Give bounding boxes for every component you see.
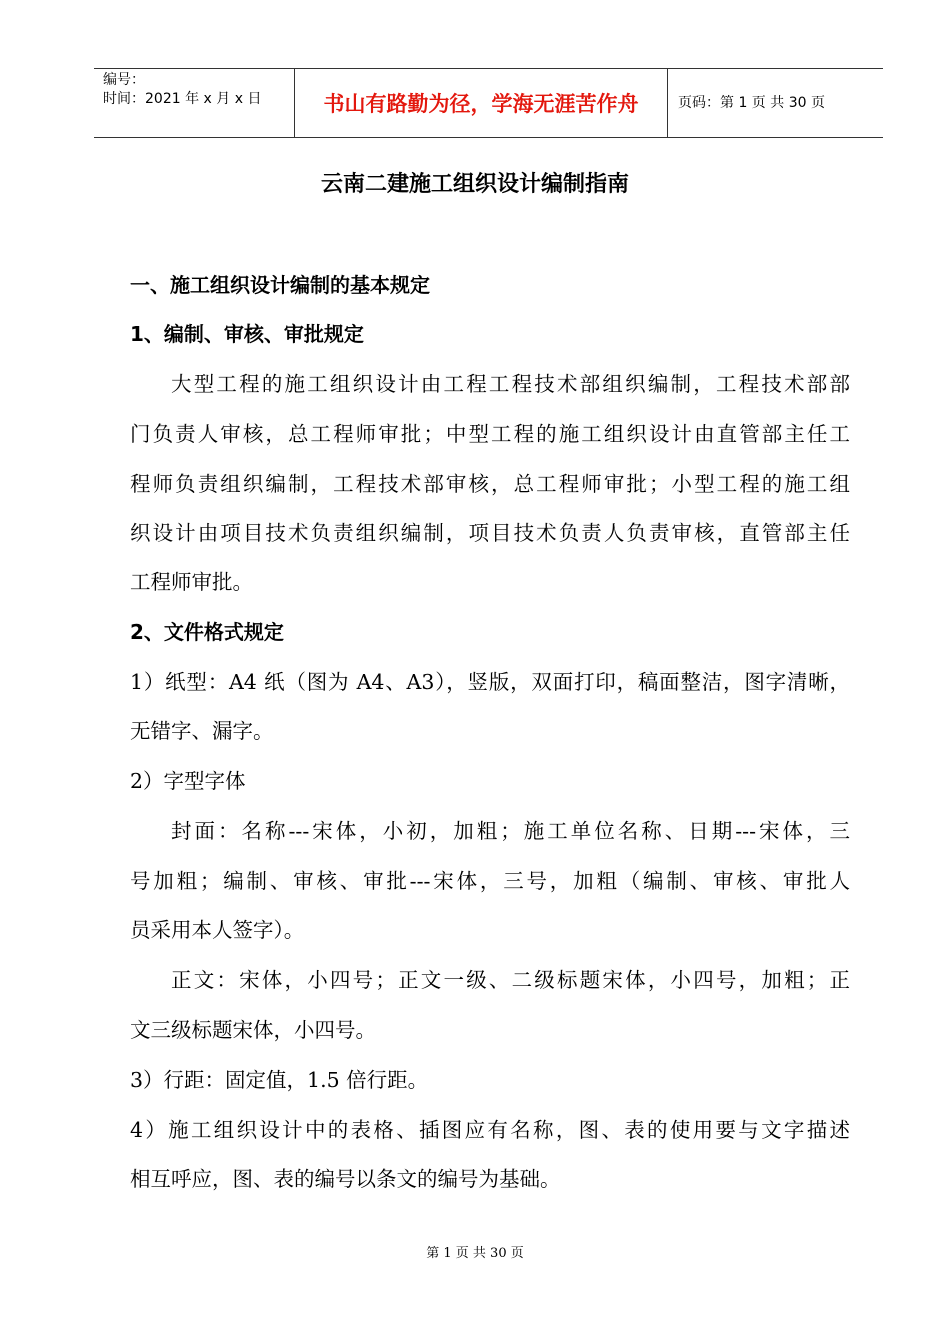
paragraph-line: 文三级标题宋体，小四号。 bbox=[130, 1018, 376, 1042]
paragraph-line: 工程师审批。 bbox=[130, 570, 253, 594]
paragraph-line: 程师负责组织编制，工程技术部审核，总工程师审批；小型工程的施工组 bbox=[130, 472, 850, 496]
paragraph-line: 4）施工组织设计中的表格、插图应有名称，图、表的使用要与文字描述 bbox=[130, 1118, 850, 1142]
paragraph-line: 封面：名称---宋体，小初，加粗；施工单位名称、日期---宋体，三 bbox=[171, 819, 850, 843]
paragraph-line: 1）纸型：A4 纸（图为 A4、A3），竖版，双面打印，稿面整洁，图字清晰， bbox=[130, 670, 850, 694]
header-page-cell bbox=[668, 69, 883, 137]
paragraph-line: 大型工程的施工组织设计由工程工程技术部组织编制，工程技术部部 bbox=[171, 372, 850, 396]
header-info-cell bbox=[94, 69, 295, 137]
paragraph-line: 员采用本人签字）。 bbox=[130, 918, 305, 942]
paragraph-line: 门负责人审核，总工程师审批；中型工程的施工组织设计由直管部主任工 bbox=[130, 422, 850, 446]
header-table bbox=[94, 68, 883, 138]
document-title: 云南二建施工组织设计编制指南 bbox=[320, 172, 629, 197]
page-footer: 第 1 页 共 30 页 bbox=[426, 1246, 524, 1261]
header-motto-cell bbox=[295, 69, 668, 137]
paragraph-line: 织设计由项目技术负责组织编制，项目技术负责人负责审核，直管部主任 bbox=[130, 521, 850, 545]
page-code: 页码：第 1 页 共 30 页 bbox=[678, 95, 825, 111]
section-heading: 一、施工组织设计编制的基本规定 bbox=[130, 273, 430, 297]
time-label: 时间：2021 年 x 月 x 日 bbox=[103, 91, 262, 107]
paragraph-line: 号加粗；编制、审核、审批---宋体，三号，加粗（编制、审核、审批人 bbox=[130, 869, 850, 893]
paragraph-line: 无错字、漏字。 bbox=[130, 719, 274, 743]
paragraph-line: 相互呼应，图、表的编号以条文的编号为基础。 bbox=[130, 1167, 561, 1191]
subsection-heading: 1、编制、审核、审批规定 bbox=[130, 322, 364, 346]
paragraph-line: 3）行距：固定值，1.5 倍行距。 bbox=[130, 1068, 429, 1092]
subsection-heading: 2、文件格式规定 bbox=[130, 620, 284, 644]
number-label: 编号： bbox=[103, 72, 145, 88]
paragraph-line: 2）字型字体 bbox=[130, 769, 246, 793]
paragraph-line: 正文：宋体，小四号；正文一级、二级标题宋体，小四号，加粗；正 bbox=[171, 968, 850, 992]
motto: 书山有路勤为径，学海无涯苦作舟 bbox=[323, 92, 639, 116]
